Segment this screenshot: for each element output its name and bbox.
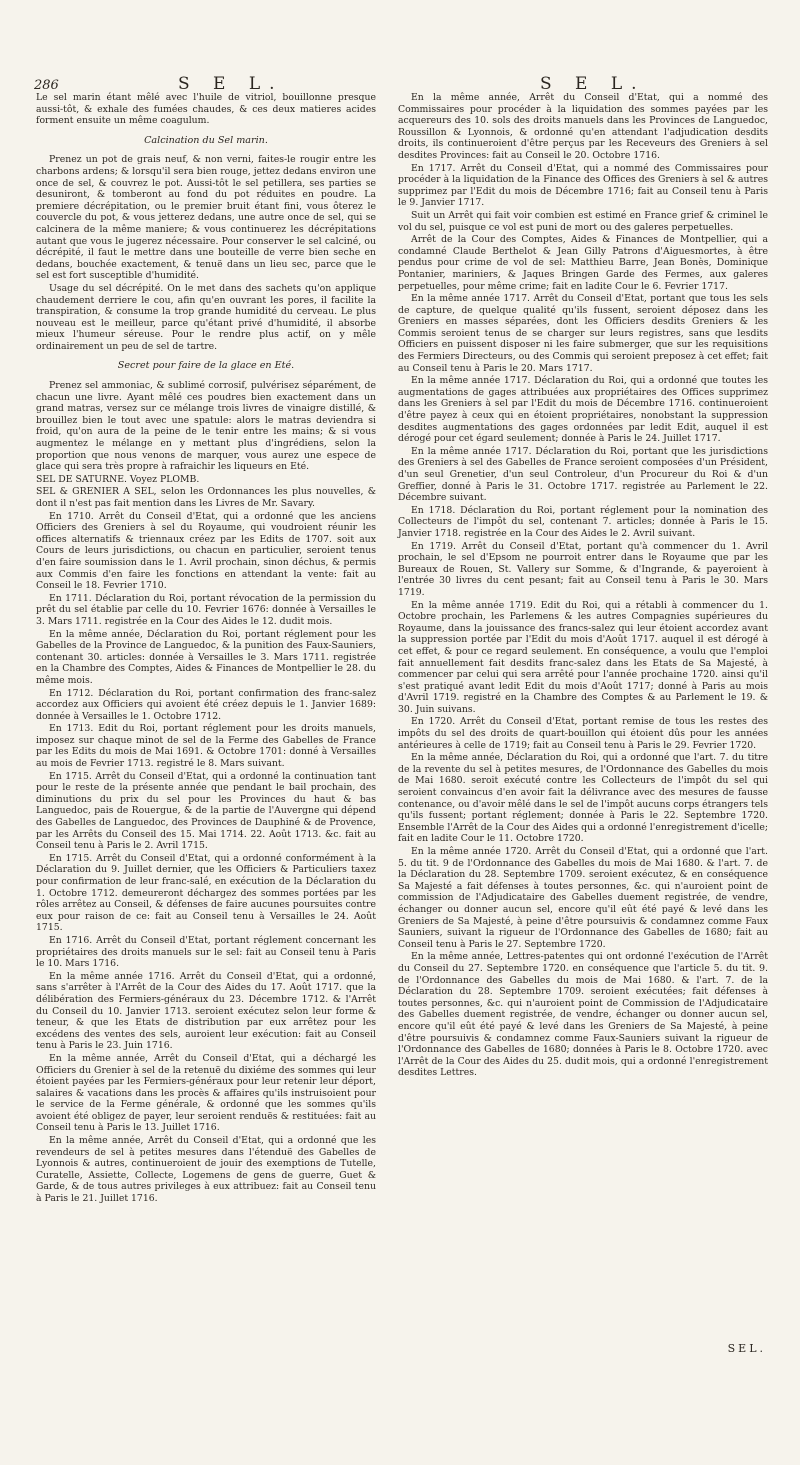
paragraph: En la même année 1717. Arrêt du Conseil d'Etat, portant que tous les sels de capture, de quelque qualité qu'ils fussent, seroient déposez dans les Greniers en masses séparées, dont les Officiers desdits Greniers & les Commis seroient tenus de se charger sur leurs registres, sans que lesdits Officiers en puissent disposer ni les faire submerger, que sur les requisitions des Fermiers Directeurs, ou des Commis qui seroient preposez à cet effet; fait au Conseil tenu à Paris le 20. Mars 1717. [398,293,768,374]
paragraph: En la même année, Lettres-patentes qui ont ordonné l'exécution de l'Arrêt du Conseil du 27. Septembre 1720. en conséquence que l'article 5. du tit. 9. de l'Ordonnance des Gabelles du mois de Mai 1680. & l'art. 7. de la Déclaration du 28. Septembre 1709. seroient exécutées; fait défenses à toutes personnes, &c. qui n'auroient point de Commission de l'Adjudicataire des Gabelles duement registrée, de vendre, échanger ou donner aucun sel, encore qu'il eût été payé & levé dans les Greniers de Sa Majesté, à peine d'être poursuivis & condamnez comme Faux-Sauniers suivant la rigueur de l'Ordonnance des Gabelles de 1680; données à Paris le 8. Octobre 1720. avec l'Arrêt de la Cour des Aides du 25. dudit mois, qui a ordonné l'enregistrement desdites Lettres. [398,951,768,1079]
paragraph: SEL & GRENIER A SEL, selon les Ordonnances les plus nouvelles, & dont il n'est pas fait mention dans les Livres de Mr. Savary. [36,486,376,509]
paragraph: En 1718. Déclaration du Roi, portant réglement pour la nomination des Collecteurs de l'impôt du sel, contenant 7. articles; donnée à Paris le 15. Janvier 1718. registrée en la Cour des Aides le 2. Avril suivant. [398,504,768,539]
paragraph: En la même année, Déclaration du Roi, portant réglement pour les Gabelles de la Province de Languedoc, & la punition des Faux-Sauniers, contenant 30. articles: donnée à Versailles le 3. Mars 1711. registrée en la Chambre des Comptes, Aides & Finances de Montpellier le 28. du même mois. [36,628,377,686]
paragraph: En 1710. Arrêt du Conseil d'Etat, qui a ordonné que les anciens Officiers des Greniers à sel du Royaume, qui voudroient réunir les offices alternatifs & triennaux créez par les Edits de 1707. soit aux Cours de leurs jurisdictions, ou chacun en particulier, seroient tenus d'en faire soumission dans le 1. Avril prochain, sinon déchus, & permis aux Commis d'en faire les fonctions en attendant la vente: fait au Conseil le 18. Fevrier 1710. [36,510,376,592]
paragraph: En la même année, Arrêt du Conseil d'Etat, qui a déchargé les Officiers du Grenier à sel de la retenuë du dixiéme des sommes qui leur étoient payées par les Fermiers-généraux pour leur retenir leur déport, salaires & vacations dans les procès & affaires qu'ils instruisoient pour le service de la Ferme générale, & ordonné que les sommes qu'ils avoient été obligez de payer, leur seroient renduës & restituées: fait au Conseil tenu à Paris le 13. Juillet 1716. [36,1052,376,1134]
paragraph: En 1719. Arrêt du Conseil d'Etat, portant qu'à commencer du 1. Avril prochain, le sel d'Epsom ne pourroit entrer dans le Royaume que par les Bureaux de Rouen, St. Vallery sur Somme, & d'Ingrande, & payeroient à l'entrée 30 livres du cent pesant; fait au Conseil tenu à Paris le 30. Mars 1719. [398,540,768,598]
page-number: 286 [34,78,59,93]
running-head-left: S E L. [178,74,284,94]
catchword: SEL. [727,1342,766,1355]
section-heading: Calcination du Sel marin. [144,134,268,146]
paragraph: En 1720. Arrêt du Conseil d'Etat, portant remise de tous les restes des impôts du sel des droits de quart-bouillon qui étoient dûs pour les années antérieures à celle de 1719; fait au Conseil tenu à Paris le 29. Fevrier 1720. [398,716,768,751]
paragraph: En 1715. Arrêt du Conseil d'Etat, qui a ordonné la continuation tant pour le reste de la présente année que pendant le bail prochain, des diminutions du prix du sel pour les Provinces du haut & bas Languedoc, pais de Rouergue, & de la partie de l'Auvergne qui dépend des Gabelles de Languedoc, des Provinces de Dauphiné & de Provence, par les Arrêts du Conseil des 15. Mai 1714. 22. Août 1713. &c. fait au Conseil tenu à Paris le 2. Avril 1715. [36,770,376,852]
paragraph: En 1715. Arrêt du Conseil d'Etat, qui a ordonné conformément à la Déclaration du 9. Juillet dernier, que les Officiers & Particuliers taxez pour confirmation de leur franc-salé, en exécution de la Déclaration du 1. Octobre 1712. demeureront déchargez des sommes portées par les rôles arrêtez au Conseil, & défenses de faire aucunes poursuites contre eux pour raison de ce: fait au Conseil tenu à Versailles le 24. Août 1715. [36,852,376,934]
right-column [398,92,768,1080]
running-head-right: S E L. [540,74,646,94]
paragraph: En 1711. Déclaration du Roi, portant révocation de la permission du prêt du sel établie par celle du 10. Fevrier 1676: donnée à Versailles le 3. Mars 1711. registrée en la Cour des Aides le 12. dudit mois. [36,592,376,627]
section-heading: Secret pour faire de la glace en Eté. [117,360,295,372]
paragraph: Arrêt de la Cour des Comptes, Aides & Finances de Montpellier, qui a condamné Claude Berthelot & Jean Gilly Patrons d'Aiguesmortes, à être pendus pour crime de vol de sel: Matthieu Barre, Jean Bonès, Dominique Pontanier, mariniers, & Jaques Bringen Garde des Fermes, aux galeres perpetuelles, pour même crime; fait en ladite Cour le 6. Fevrier 1717. [398,234,768,292]
paragraph: Suit un Arrêt qui fait voir combien est estimé en France grief & criminel le vol du sel, puisque ce vol est puni de mort ou des galeres perpetuelles. [398,209,768,233]
paragraph: En la même année 1717. Déclaration du Roi, portant que les jurisdictions des Greniers à sel des Gabelles de France seroient composées d'un Président, d'un seul Grenetier, d'un seul Controleur, d'un Procureur du Roi & d'un Greffier, donné à Paris le 31. Octobre 1717. registrée au Parlement le 22. Décembre suivant. [398,445,768,504]
left-column [36,92,376,1206]
paragraph: Usage du sel décrépité. On le met dans des sachets qu'on applique chaudement derriere le cou, afin qu'en ouvrant les pores, il facilite la transpiration, & consume la trop grande humidité du cerveau. Le plus nouveau est le meilleur, parce qu'étant privé d'humidité, il absorbe mieux l'humeur séreuse. Pour le rendre plus actif, on y mêle ordinairement un peu de sel de tartre. [36,282,376,352]
paragraph: En la même année 1716. Arrêt du Conseil d'Etat, qui a ordonné, sans s'arrêter à l'Arrêt de la Cour des Aides du 17. Août 1717. que la délibération des Fermiers-généraux du 23. Décembre 1712. & l'Arrêt du Conseil du 10. Janvier 1713. seroient exécutez selon leur forme & teneur, & que les Etats de distribution par eux arrêtez pour les excédens des ventes des sels, auroient leur exécution: fait au Conseil tenu à Paris le 23. Juin 1716. [36,970,376,1052]
paragraph: En la même année 1720. Arrêt du Conseil d'Etat, qui a ordonné que l'art. 5. du tit. 9 de l'Ordonnance des Gabelles du mois de Mai 1680. & l'art. 7. de la Déclaration du 28. Septembre 1709. seroient exécutez, & en conséquence Sa Majesté a fait défenses à toutes personnes, &c. qui n'auroient point de commission de l'Adjudicataire des Gabelles duement registrée, de vendre, échanger ou donner aucun sel, encore qu'il eût été payé & levé dans les Greniers de Sa Majesté, à peine d'être poursuivis & condamnez comme Faux Sauniers, suivant la rigueur de l'Ordonnance des Gabelles de 1680; fait au Conseil tenu à Paris le 27. Septembre 1720. [398,846,768,950]
paragraph: En 1713. Edit du Roi, portant réglement pour les droits manuels, imposez sur chaque minot de sel de la Ferme des Gabelles de France par les Edits du mois de Mai 1691. & Octobre 1701: donné à Versailles au mois de Fevrier 1713. registré le 8. Mars suivant. [36,723,376,770]
paragraph: En la même année, Arrêt du Conseil d'Etat, qui a ordonné que les revendeurs de sel à petites mesures dans l'étenduë des Gabelles de Lyonnois & autres, continueroient de jouir des exemptions de Tutelle, Curatelle, Assiette, Collecte, Logemens de gens de guerre, Guet & Garde, & de tous autres privileges à eux attribuez: fait au Conseil tenu à Paris le 21. Juillet 1716. [36,1135,376,1205]
paragraph: SEL DE SATURNE. Voyez PLOMB. [36,473,200,485]
paragraph: En la même année, Arrêt du Conseil d'Etat, qui a nommé des Commissaires pour procéder à la liquidation des sommes payées par les acquereurs des 10. sols des droits manuels dans les Provinces de Languedoc, Roussillon & Lyonnois, & ordonné qu'en attendant l'adjudication desdits droits, ils continueroient d'être perçus par les Receveurs des Greniers à sel desdites Provinces: fait au Conseil le 20. Octobre 1716. [398,92,768,161]
paragraph: En 1716. Arrêt du Conseil d'Etat, portant réglement concernant les propriétaires des droits manuels sur le sel: fait au Conseil tenu à Paris le 10. Mars 1716. [36,934,376,970]
paragraph: En 1717. Arrêt du Conseil d'Etat, qui a nommé des Commissaires pour procéder à la liquidation de la Finance des Offices des Greniers à sel & autres supprimez par l'Edit du mois de Décembre 1716; fait au Conseil tenu à Paris le 9. Janvier 1717. [398,162,768,209]
paragraph: Le sel marin étant mêlé avec l'huile de vitriol, bouillonne presque aussi-tôt, & exhale des fumées chaudes, & ces deux matieres acides forment ensuite un même coagulum. [36,92,376,127]
paragraph: En la même année 1717. Déclaration du Roi, qui a ordonné que toutes les augmentations de gages attribuées aux propriétaires des Offices supprimez dans les Greniers à sel par l'Edit du mois de Décembre 1716. continueroient d'être payez à ceux qui en étoient propriétaires, nonobstant la suppression desdites augmentations des gages ordonnées par ledit Edit, auquel il est dérogé pour cet égard seulement; donnée à Paris le 24. Juillet 1717. [398,375,768,445]
paragraph: Prenez sel ammoniac, & sublimé corrosif, pulvérisez séparément, de chacun une livre. Ayant mêlé ces poudres bien exactement dans un grand matras, versez sur ce mélange trois livres de vinaigre distillé, & brouillez bien le tout avec une spatule: alors le matras deviendra si froid, qu'on aura de la peine de le tenir entre les mains; & si vous augmentez le mélange en y mettant plus d'ingrédiens, selon la proportion que nous venons de marquer, vous aurez une espece de glace qui sera très propre à rafraichir les liqueurs en Eté. [36,380,376,473]
paragraph: En la même année 1719. Edit du Roi, qui a rétabli à commencer du 1. Octobre prochain, les Parlemens & les autres Compagnies supérieures du Royaume, dans la jouissance des francs-salez qui leur étoient accordez avant la suppression portée par l'Edit du mois d'Août 1717. auquel il est dérogé à cet effet, & pour ce regard seulement. En conséquence, a voulu que l'emploi fait annuellement fait desdits franc-salez dans les Etats de Sa Majesté, à commencer par celui qui sera arrêté pour l'année prochaine 1720. ainsi qu'il s'est pratiqué avant ledit Edit du mois d'Août 1717; donné à Paris au mois d'Avril 1719. registré en la Chambre des Comptes & au Parlement le 19. & 30. Juin suivans. [398,599,768,715]
paragraph: En 1712. Déclaration du Roi, portant confirmation des franc-salez accordez aux Officiers qui avoient été créez depuis le 1. Janvier 1689: donnée à Versailles le 1. Octobre 1712. [36,687,376,722]
paragraph: Prenez un pot de grais neuf, & non verni, faites-le rougir entre les charbons ardens; & lorsqu'il sera bien rouge, jettez dedans environ une once de sel, & couvrez le pot. Aussi-tôt le sel petillera, ses parties se desuniront, & tomberont au fond du pot réduites en poudre. La premiere décrépitation, ou le premier bruit étant fini, vous ôterez le couvercle du pot, & vous jetterez dedans, une autre once de sel, qui se calcinera de la même maniere; & vous continuerez les décrépitations autant que vous le jugerez nécessaire. Pour conserver le sel calciné, ou décrépité, il faut le mettre dans une bouteille de verre bien seche en dedans, bouchée exactement, & tenuë dans un lieu sec, parce que le sel est fort susceptible d'humidité. [36,154,376,282]
paragraph: En la même année, Déclaration du Roi, qui a ordonné que l'art. 7. du titre de la revente du sel à petites mesures, de l'Ordonnance des Gabelles du mois de Mai 1680. seroit exécuté contre les Collecteurs de l'impôt du sel qui seroient convaincus d'en avoir fait la délivrance avec des mesures de fausse contenance, ou d'avoir mêlé dans le sel de l'impôt aucuns corps étrangers tels qu'ils fussent; portant réglement; donnée à Paris le 22. Septembre 1720. Ensemble l'Arrêt de la Cour des Aides qui a ordonné l'enregistrement d'icelle; fait en ladite Cour le 11. Octobre 1720. [398,752,768,845]
